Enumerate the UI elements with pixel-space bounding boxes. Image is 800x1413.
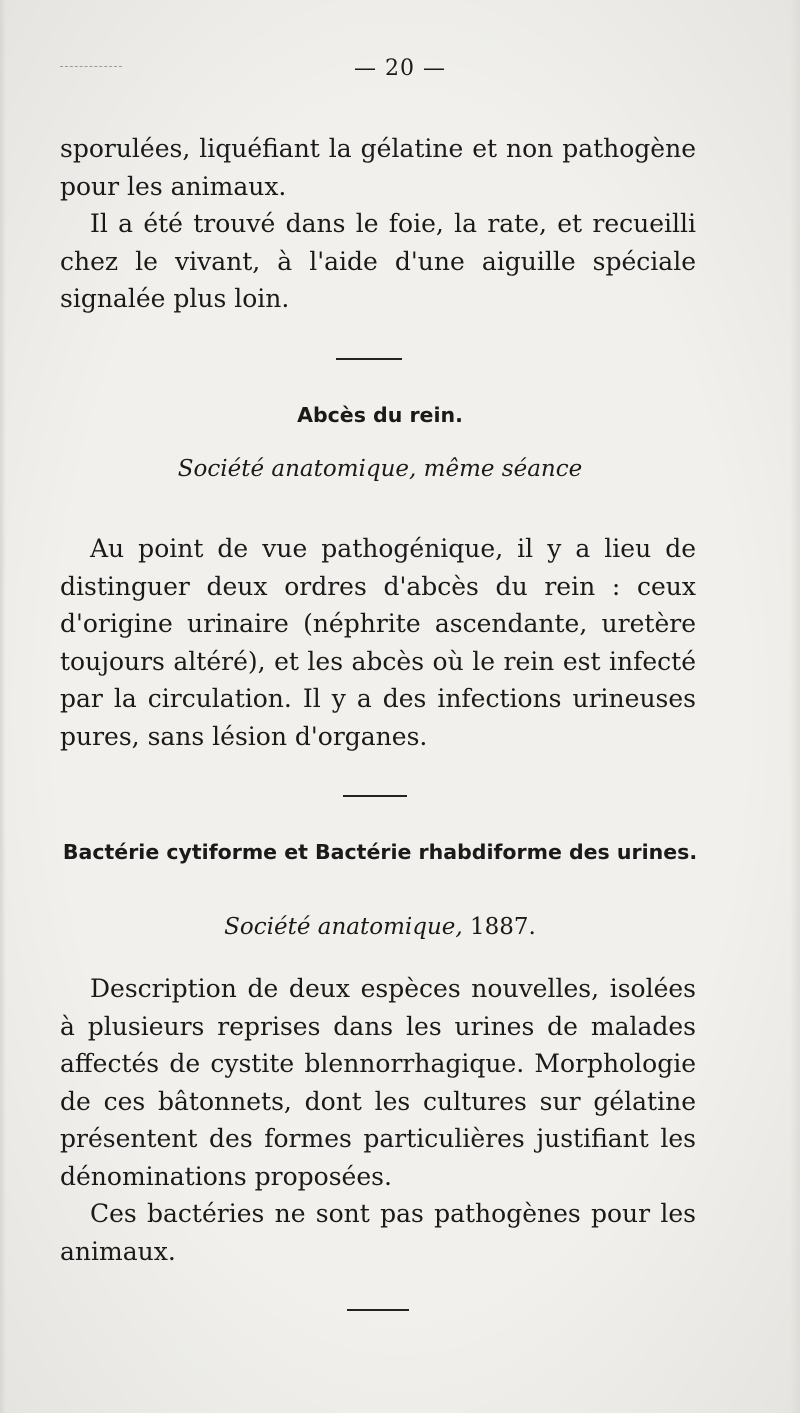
section-body-bacterie: Description de deux espèces nouvelles, isolées à plusieurs reprises dans les urines de malades affectés de cystite blennorrhagique. Morphologie de ces bâtonnets, dont les cultures sur gélatine présentent des formes particulières justifiant les dénominations proposées. — [60, 974, 696, 1191]
source-journal: Société anatomique, — [224, 914, 463, 940]
paragraph-continuation: sporulées, liquéfiant la gélatine et non pathogène pour les animaux. — [60, 134, 696, 201]
page-number: — 20 — — [354, 56, 446, 81]
section-body-abces: Au point de vue pathogénique, il y a lieu de distinguer deux ordres d'abcès du rein : ceux d'origine urinaire (néphrite ascendante, uretère toujours altéré), et les abcès où le rein est infecté par la circulation. Il y a des infections urineuses pures, sans lésion d'organes. — [60, 534, 696, 751]
section-divider — [347, 1309, 409, 1311]
paragraph-location: Il a été trouvé dans le foie, la rate, et recueilli chez le vivant, à l'aide d'une aiguille spéciale signalée plus loin. — [60, 209, 696, 313]
section-source-abces: Société anatomique, même séance — [177, 456, 583, 482]
section-source-bacterie — [60, 914, 700, 940]
section-conclusion-bacterie: Ces bactéries ne sont pas pathogènes pour les animaux. — [60, 1199, 696, 1266]
page-left-edge — [0, 0, 6, 1413]
section-divider — [336, 358, 402, 360]
section-title-bacterie: Bactérie cytiforme et Bactérie rhabdiforme des urines. — [62, 840, 698, 864]
section-title-abces: Abcès du rein. — [297, 403, 463, 427]
source-year: 1887. — [462, 914, 536, 940]
section-divider — [343, 795, 407, 797]
page-right-edge — [790, 0, 800, 1413]
